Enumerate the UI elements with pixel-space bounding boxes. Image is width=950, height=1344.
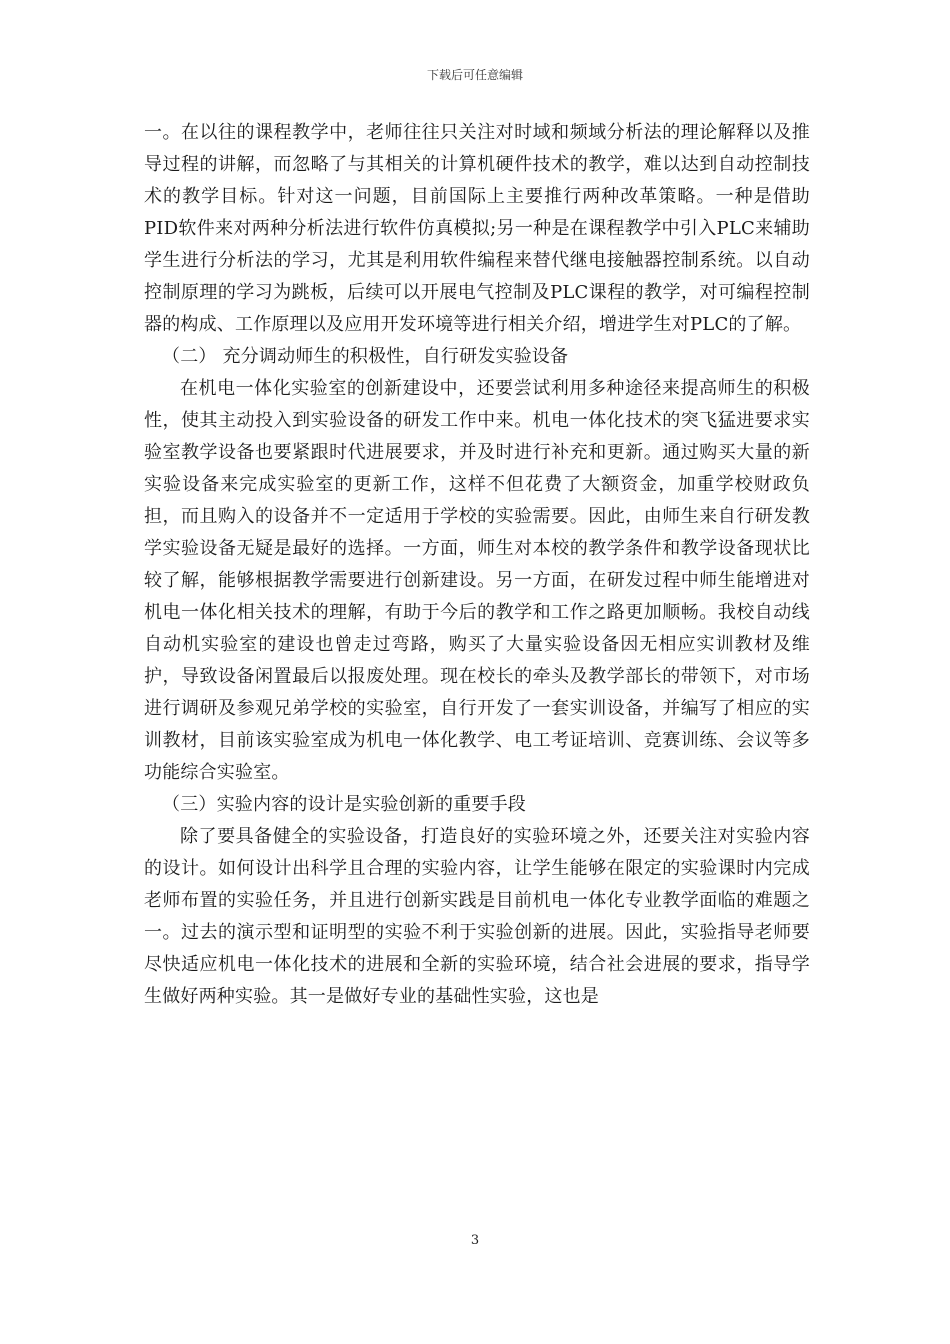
paragraph-lab-equipment: 在机电一体化实验室的创新建设中，还要尝试利用多种途径来提高师生的积极性，使其主动投入到实验设备的研发工作中来。机电一体化技术的突飞猛进要求实验室教学设备也要紧跟时代进展要求，并及时进行补充和更新。通过购买大量的新实验设备来完成实验室的更新工作，这样不但花费了大额资金，加重学校财政负担，而且购入的设备并不一定适用于学校的实验需要。因此，由师生来自行研发教学实验设备无疑是最好的选择。一方面，师生对本校的教学条件和教学设备现状比较了解，能够根据教学需要进行创新建设。另一方面，在研发过程中师生能增进对机电一体化相关技术的理解，有助于今后的教学和工作之路更加顺畅。我校自动线自动机实验室的建设也曾走过弯路，购买了大量实验设备因无相应实训教材及维护，导致设备闲置最后以报废处理。现在校长的牵头及教学部长的带领下，对市场进行调研及参观兄弟学校的实验室，自行开发了一套实训设备，并编写了相应的实训教材，目前该实验室成为机电一体化教学、电工考证培训、竞赛训练、会议等多功能综合实验室。 [144,378,810,783]
section-heading-3: （三）实验内容的设计是实验创新的重要手段 [162,794,526,815]
document-body [144,117,810,1013]
page-header: 下载后可任意编辑 [426,68,523,82]
paragraph-experiment-design: 除了要具备健全的实验设备，打造良好的实验环境之外，还要关注对实验内容的设计。如何设计出科学且合理的实验内容，让学生能够在限定的实验课时内完成老师布置的实验任务，并且进行创新实践是目前机电一体化专业教学面临的难题之一。过去的演示型和证明型的实验不利于实验创新的进展。因此，实验指导老师要尽快适应机电一体化技术的进展和全新的实验环境，结合社会进展的要求，指导学生做好两种实验。其一是做好专业的基础性实验，这也是 [144,826,810,1007]
page-number: 3 [470,1233,480,1248]
paragraph-continuation: 一。在以往的课程教学中，老师往往只关注对时域和频域分析法的理论解释以及推导过程的讲解，而忽略了与其相关的计算机硬件技术的教学，难以达到自动控制技术的教学目标。针对这一问题，目前国际上主要推行两种改革策略。一种是借助PID软件来对两种分析法进行软件仿真模拟;另一种是在课程教学中引入PLC来辅助学生进行分析法的学习，尤其是利用软件编程来替代继电接触器控制系统。以自动控制原理的学习为跳板，后续可以开展电气控制及PLC课程的教学，对可编程控制器的构成、工作原理以及应用开发环境等进行相关介绍，增进学生对PLC的了解。 [144,122,810,335]
section-heading-2: （二） 充分调动师生的积极性，自行研发实验设备 [162,346,569,367]
